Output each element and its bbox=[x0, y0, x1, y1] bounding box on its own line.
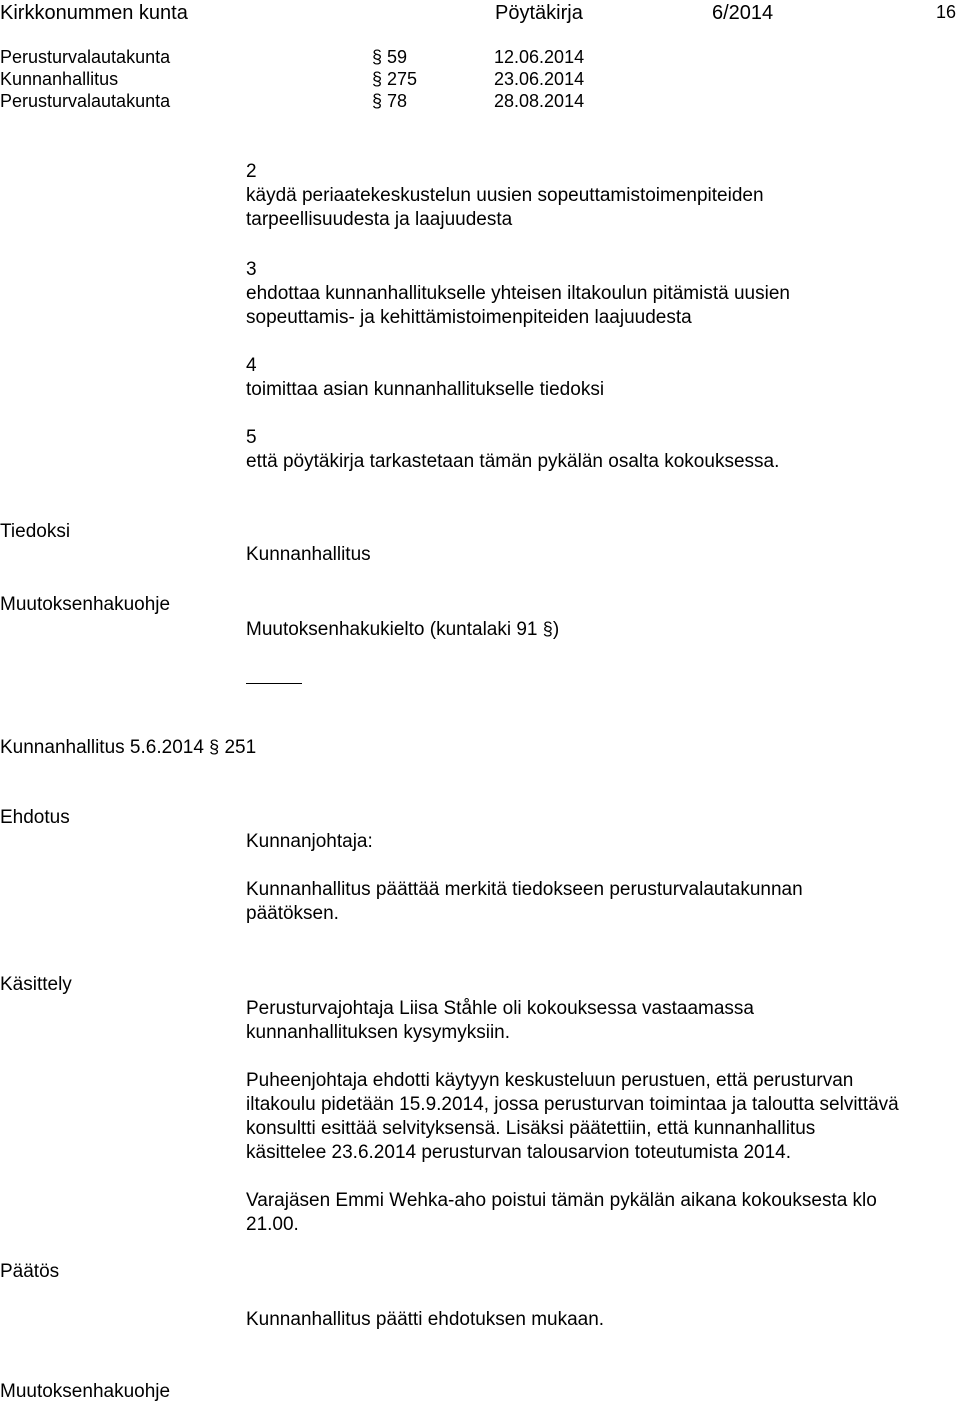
section-symbol: § bbox=[372, 47, 383, 67]
page-number: 16 bbox=[936, 2, 957, 22]
proposal-line: Kunnanhallitus päättää merkitä tiedokseen perusturvalautakunnan bbox=[246, 879, 803, 900]
decision-text: Kunnanhallitus päätti ehdotuksen mukaan. bbox=[246, 1309, 605, 1330]
item-line: käydä periaatekeskustelun uusien sopeuttamistoimenpiteiden bbox=[246, 185, 764, 206]
proposal-line: päätöksen. bbox=[246, 903, 339, 924]
item-5 bbox=[246, 426, 958, 474]
appeal-instructions-label-2: Muutoksenhakuohje bbox=[0, 1381, 171, 1402]
paragraph-line: Puheenjohtaja ehdotti käytyyn keskusteluun perustuen, että perusturvan bbox=[246, 1070, 854, 1091]
item-line: että pöytäkirja tarkastetaan tämän pykälän osalta kokouksessa. bbox=[246, 451, 780, 472]
paatos-label: Päätös bbox=[0, 1261, 60, 1282]
separator-rule bbox=[246, 683, 302, 684]
paragraph-line: Varajäsen Emmi Wehka-aho poistui tämän pykälän aikana kokouksesta klo bbox=[246, 1190, 877, 1211]
item-2 bbox=[246, 160, 958, 232]
section-symbol: § bbox=[542, 619, 553, 639]
ref-body: Perusturvalautakunta bbox=[0, 47, 171, 67]
ref-date: 23.06.2014 bbox=[494, 69, 585, 89]
municipality-name: Kirkkonummen kunta bbox=[0, 2, 188, 24]
appeal-instructions-value bbox=[246, 617, 559, 642]
appeal-instructions-label: Muutoksenhakuohje bbox=[0, 594, 171, 615]
ref-body: Perusturvalautakunta bbox=[0, 91, 171, 111]
ehdotus-label: Ehdotus bbox=[0, 807, 70, 828]
item-line: ehdottaa kunnanhallitukselle yhteisen iltakoulun pitämistä uusien bbox=[246, 283, 790, 304]
ref-number: 59 bbox=[387, 47, 408, 67]
paragraph-line: kunnanhallituksen kysymyksiin. bbox=[246, 1022, 511, 1043]
ref-number: 78 bbox=[387, 91, 408, 111]
item-3 bbox=[246, 258, 958, 330]
paragraph-line: Perusturvajohtaja Liisa Ståhle oli kokouksessa vastaamassa bbox=[246, 998, 754, 1019]
item-number: 5 bbox=[246, 427, 257, 448]
paragraph-line: käsittelee 23.6.2014 perusturvan talousarvion toteutumista 2014. bbox=[246, 1142, 792, 1163]
ref-number: 275 bbox=[387, 69, 418, 89]
item-line: tarpeellisuudesta ja laajuudesta bbox=[246, 209, 513, 230]
item-line: sopeuttamis- ja kehittämistoimenpiteiden laajuudesta bbox=[246, 307, 692, 328]
board-ref-text: Kunnanhallitus 5.6.2014 bbox=[0, 737, 210, 758]
item-number: 4 bbox=[246, 355, 257, 376]
presenter: Kunnanjohtaja: bbox=[246, 831, 373, 852]
kasittely-paragraph-2 bbox=[246, 1069, 958, 1165]
tiedoksi-value: Kunnanhallitus bbox=[246, 544, 371, 565]
board-ref-number: 251 bbox=[219, 737, 257, 758]
appeal-text: Muutoksenhakukielto (kuntalaki 91 bbox=[246, 619, 543, 640]
appeal-text-end: ) bbox=[552, 619, 560, 640]
section-symbol: § bbox=[372, 69, 383, 89]
item-number: 3 bbox=[246, 259, 257, 280]
paragraph-line: 21.00. bbox=[246, 1214, 299, 1235]
section-symbol: § bbox=[372, 91, 383, 111]
kasittely-label: Käsittely bbox=[0, 974, 72, 995]
paragraph-line: konsultti esittää selvityksensä. Lisäksi päätettiin, että kunnanhallitus bbox=[246, 1118, 816, 1139]
item-4 bbox=[246, 354, 958, 402]
tiedoksi-label: Tiedoksi bbox=[0, 521, 71, 542]
kasittely-paragraph-3 bbox=[246, 1189, 958, 1237]
paragraph-line: iltakoulu pidetään 15.9.2014, jossa perusturvan toimintaa ja taloutta selvittävä bbox=[246, 1094, 899, 1115]
item-line: toimittaa asian kunnanhallitukselle tiedoksi bbox=[246, 379, 605, 400]
ref-date: 28.08.2014 bbox=[494, 91, 585, 111]
document-type: Pöytäkirja bbox=[495, 2, 583, 24]
ref-body: Kunnanhallitus bbox=[0, 69, 119, 89]
item-number: 2 bbox=[246, 161, 257, 182]
kasittely-paragraph-1 bbox=[246, 997, 958, 1045]
ref-date: 12.06.2014 bbox=[494, 47, 585, 67]
proposal-text bbox=[246, 878, 958, 926]
board-reference bbox=[0, 735, 256, 760]
document-number: 6/2014 bbox=[712, 2, 774, 24]
section-symbol: § bbox=[209, 737, 220, 757]
